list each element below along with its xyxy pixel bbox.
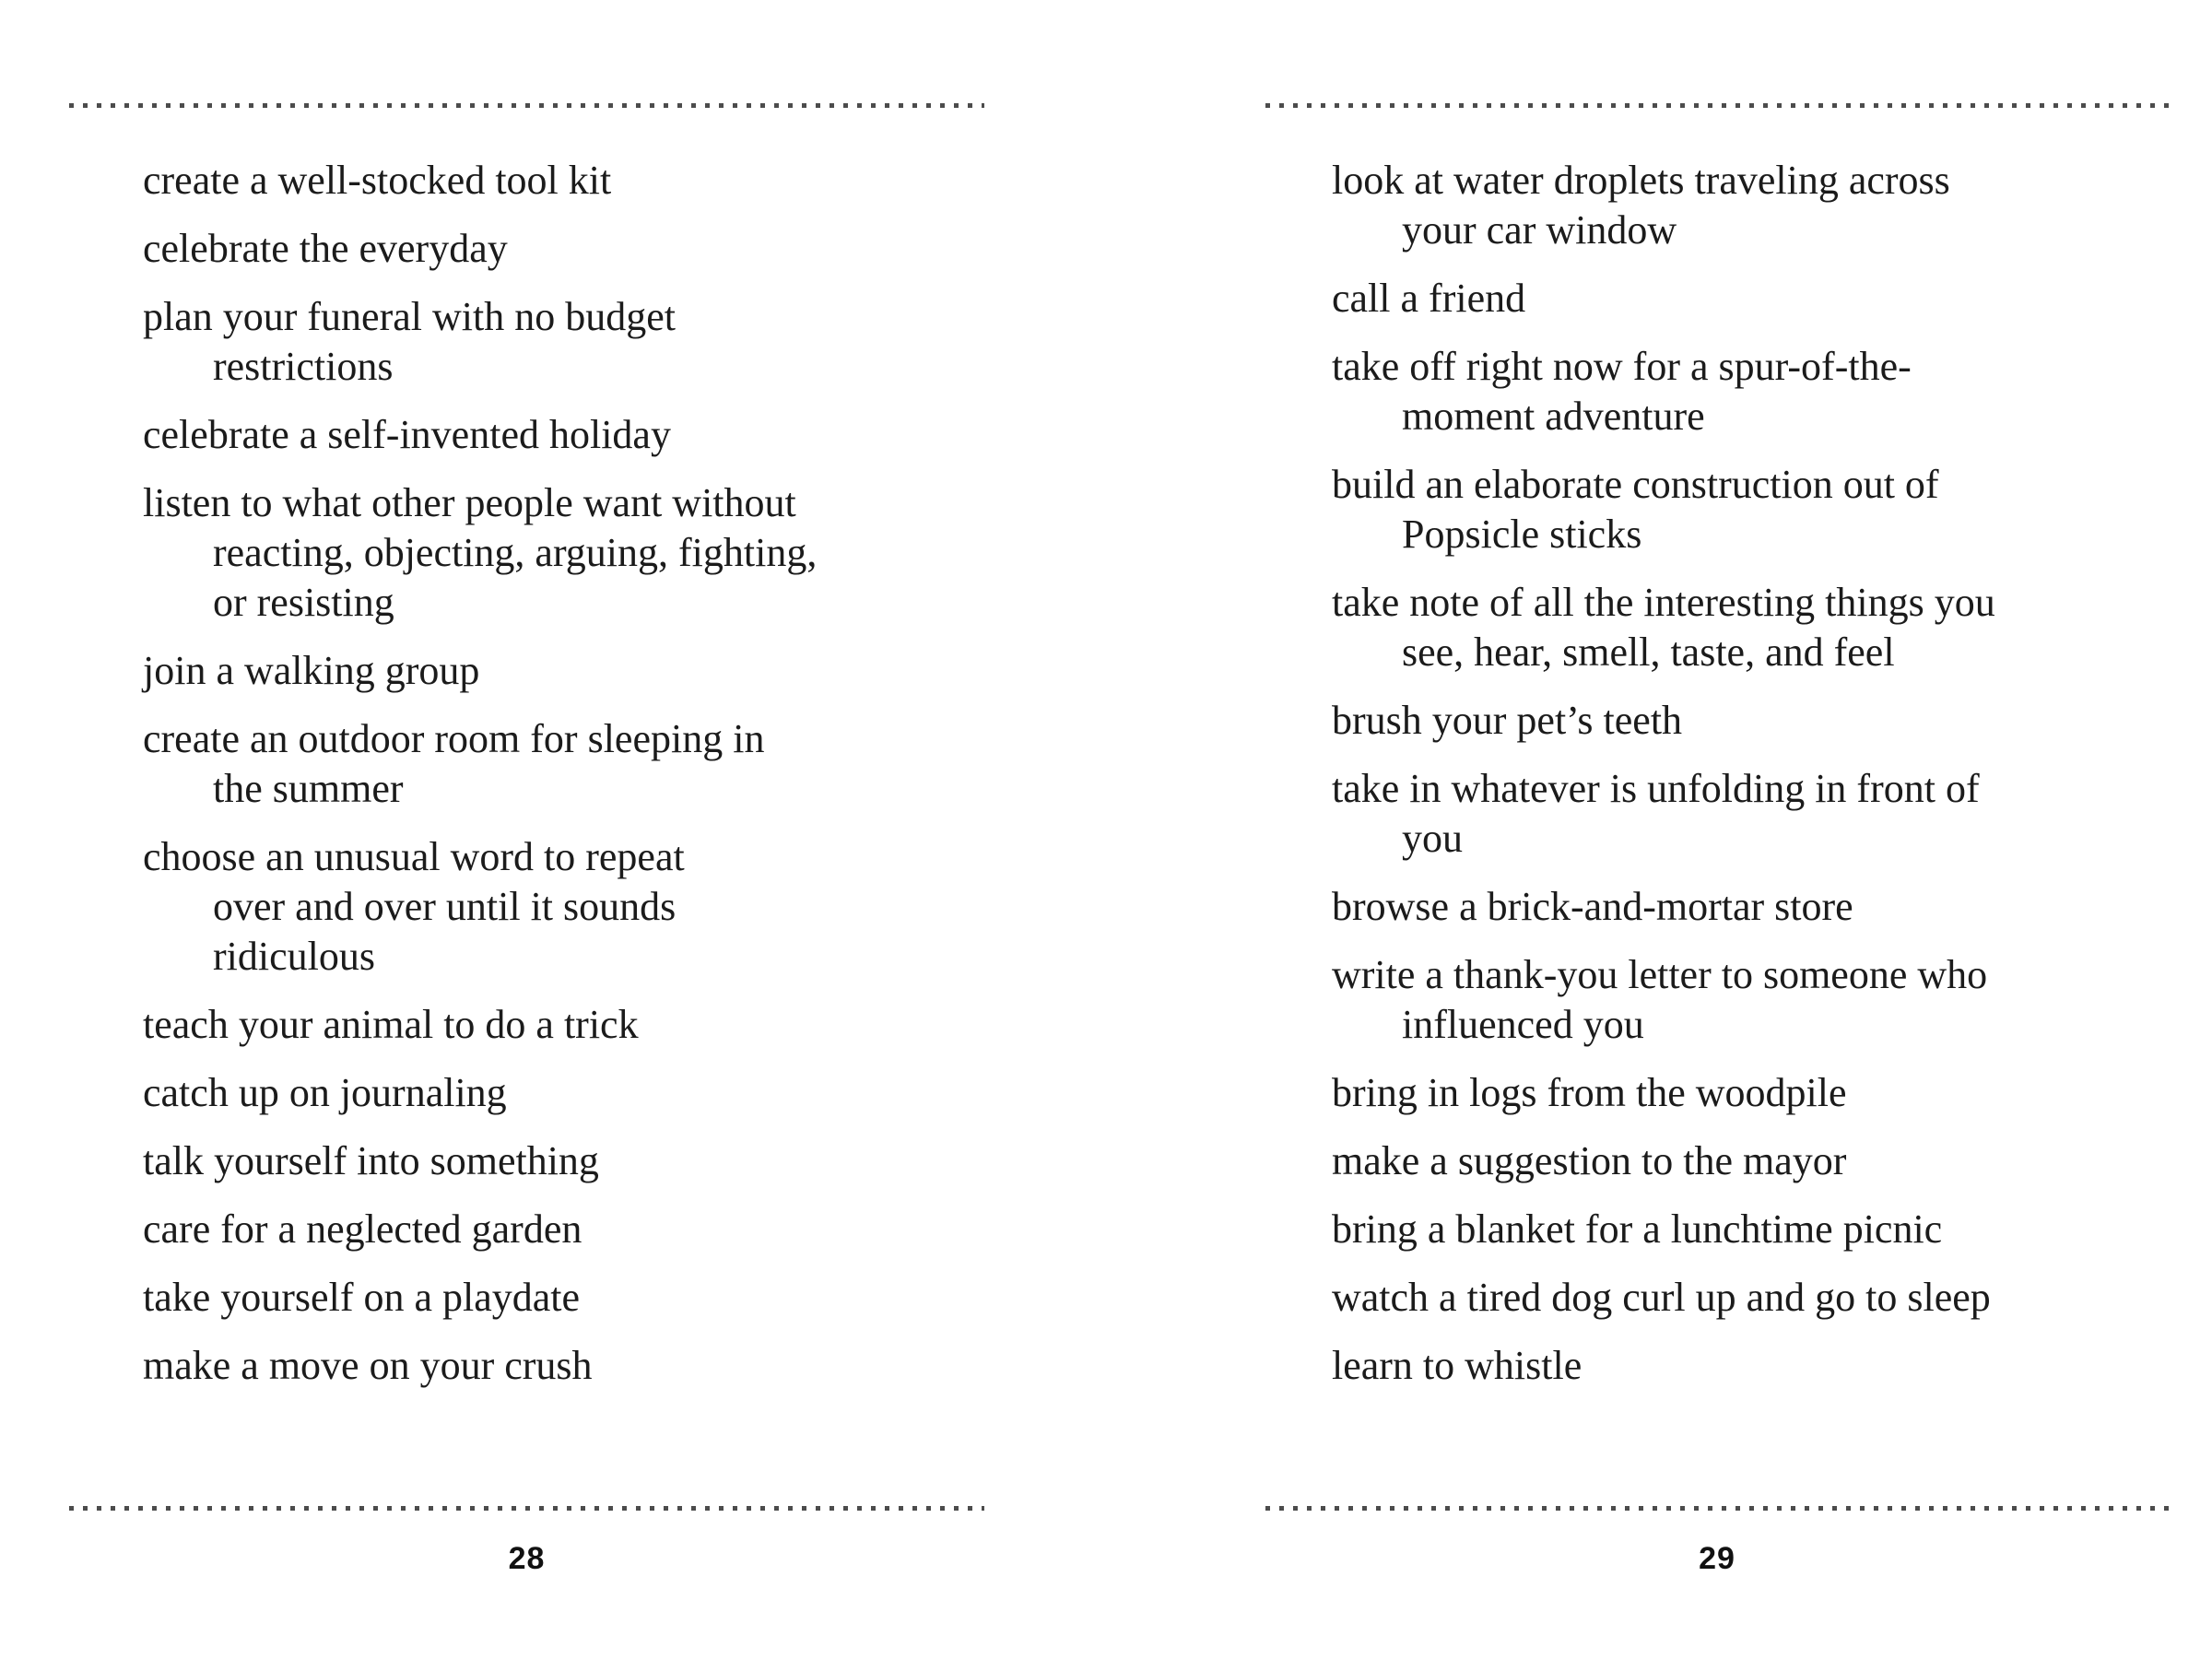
activity-item — [143, 156, 984, 206]
activity-line: celebrate the everyday — [143, 226, 508, 271]
activity-item — [1332, 882, 2169, 932]
page-right — [1265, 0, 2169, 1659]
activity-line: build an elaborate construction out of — [1332, 462, 1939, 507]
activity-item — [143, 714, 984, 814]
dotted-rule-bottom — [69, 1506, 984, 1511]
activity-item — [1332, 274, 2169, 324]
dotted-rule-top — [69, 103, 984, 108]
activity-line: make a move on your crush — [143, 1343, 593, 1388]
activity-line: take off right now for a spur-of-the- — [1332, 344, 1912, 389]
activity-line: look at water droplets traveling across — [1332, 158, 1950, 203]
activity-line: learn to whistle — [1332, 1343, 1583, 1388]
activity-item — [143, 832, 984, 982]
activity-list-left — [143, 156, 984, 1409]
activity-item — [1332, 460, 2169, 559]
activity-line: plan your funeral with no budget — [143, 294, 676, 339]
activity-line: make a suggestion to the mayor — [1332, 1138, 1847, 1183]
activity-line: restrictions — [213, 344, 394, 389]
activity-line: listen to what other people want without — [143, 480, 796, 525]
activity-line: ridiculous — [213, 934, 375, 979]
activity-line: take in whatever is unfolding in front of — [1332, 766, 1980, 811]
dotted-rule-bottom — [1265, 1506, 2169, 1511]
activity-line: write a thank-you letter to someone who — [1332, 952, 1988, 997]
activity-line: watch a tired dog curl up and go to sleep — [1332, 1275, 1991, 1320]
activity-item — [143, 646, 984, 696]
activity-line: you — [1402, 816, 1463, 861]
activity-item — [143, 1000, 984, 1050]
page-number-left: 28 — [508, 1541, 546, 1576]
activity-item — [1332, 1068, 2169, 1118]
activity-item — [143, 1068, 984, 1118]
activity-item — [1332, 578, 2169, 677]
activity-line: bring a blanket for a lunchtime picnic — [1332, 1206, 1943, 1252]
activity-line: Popsicle sticks — [1402, 512, 1642, 557]
activity-item — [1332, 1136, 2169, 1186]
activity-item — [143, 1205, 984, 1254]
activity-item — [143, 410, 984, 460]
activity-line: choose an unusual word to repeat — [143, 834, 685, 879]
activity-line: brush your pet’s teeth — [1332, 698, 1683, 743]
activity-item — [1332, 950, 2169, 1050]
activity-item — [1332, 342, 2169, 441]
activity-line: care for a neglected garden — [143, 1206, 582, 1252]
activity-item — [1332, 156, 2169, 255]
activity-line: or resisting — [213, 580, 394, 625]
activity-list-right — [1332, 156, 2169, 1409]
activity-item — [143, 1273, 984, 1323]
activity-line: your car window — [1402, 207, 1677, 253]
activity-line: create a well-stocked tool kit — [143, 158, 612, 203]
activity-line: create an outdoor room for sleeping in — [143, 716, 765, 761]
activity-line: moment adventure — [1402, 394, 1705, 439]
activity-item — [1332, 1273, 2169, 1323]
activity-item — [1332, 764, 2169, 864]
activity-line: bring in logs from the woodpile — [1332, 1070, 1847, 1115]
activity-line: browse a brick-and-mortar store — [1332, 884, 1853, 929]
activity-line: catch up on journaling — [143, 1070, 507, 1115]
activity-line: influenced you — [1402, 1002, 1644, 1047]
activity-item — [143, 224, 984, 274]
activity-line: celebrate a self-invented holiday — [143, 412, 671, 457]
activity-line: talk yourself into something — [143, 1138, 599, 1183]
activity-line: call a friend — [1332, 276, 1526, 321]
activity-item — [143, 1341, 984, 1391]
activity-item — [1332, 1341, 2169, 1391]
activity-line: the summer — [213, 766, 404, 811]
page-left — [69, 0, 984, 1659]
page-number-right: 29 — [1699, 1541, 1735, 1576]
activity-item — [143, 1136, 984, 1186]
activity-line: take yourself on a playdate — [143, 1275, 581, 1320]
activity-line: take note of all the interesting things you — [1332, 580, 1995, 625]
activity-line: join a walking group — [143, 648, 480, 693]
activity-line: reacting, objecting, arguing, fighting, — [213, 530, 818, 575]
activity-line: over and over until it sounds — [213, 884, 677, 929]
dotted-rule-top — [1265, 103, 2169, 108]
activity-line: see, hear, smell, taste, and feel — [1402, 629, 1895, 675]
activity-item — [143, 478, 984, 628]
activity-item — [1332, 1205, 2169, 1254]
activity-line: teach your animal to do a trick — [143, 1002, 639, 1047]
activity-item — [1332, 696, 2169, 746]
activity-item — [143, 292, 984, 392]
